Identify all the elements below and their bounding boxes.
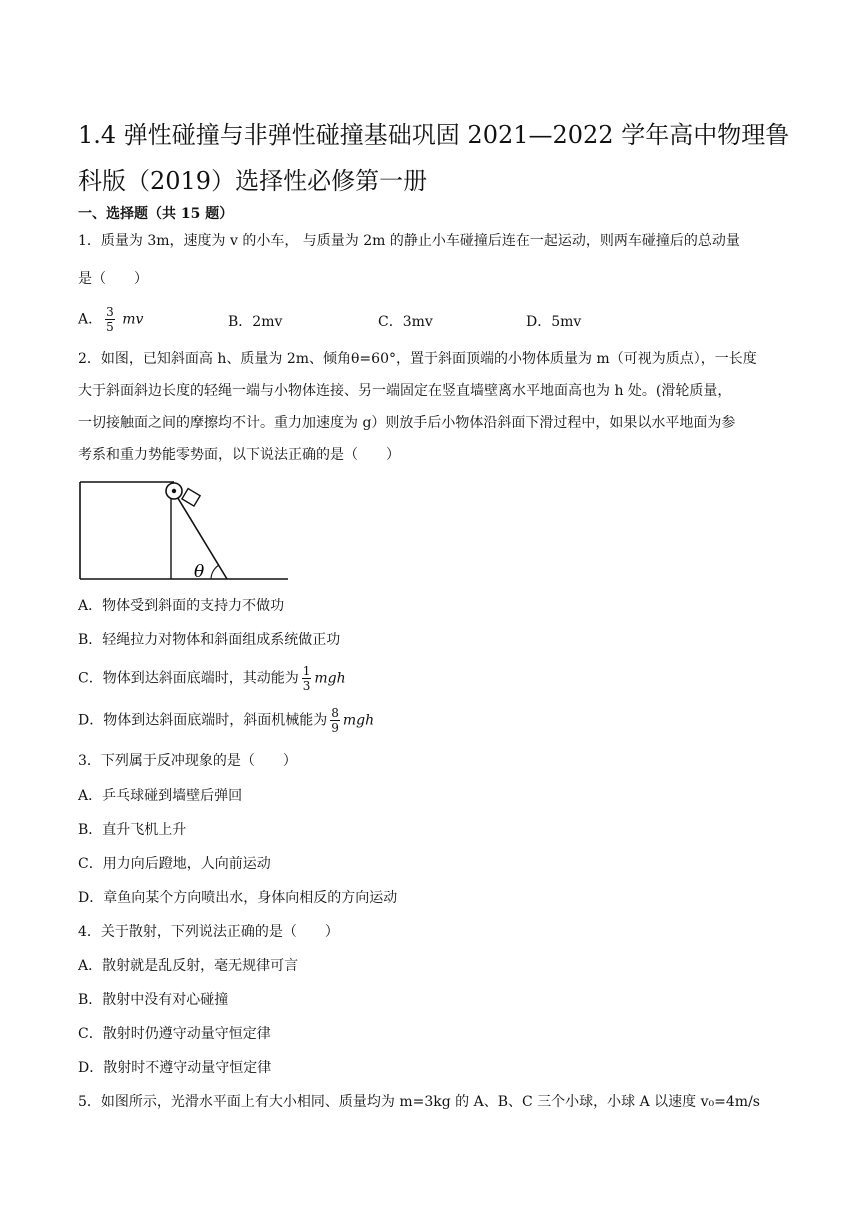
- q1-option-a: [78, 305, 143, 334]
- q4-option-a: A．散射就是乱反射，毫无规律可言: [78, 958, 299, 974]
- q2-option-b: B．轻绳拉力对物体和斜面组成系统做正功: [78, 632, 341, 648]
- q2-option-d-tail: mgh: [342, 712, 375, 729]
- q1-option-a-label: A．: [78, 311, 103, 328]
- pulley-axle-icon: [172, 489, 176, 493]
- section-heading: 一、选择题（共 15 题）: [78, 206, 234, 222]
- block-icon: [182, 489, 200, 506]
- q4-option-c: C．散射时仍遵守动量守恒定律: [78, 1026, 271, 1042]
- q2-stem-line3: 一切接触面之间的摩擦均不计。重力加速度为 g）则放手后小物体沿斜面下滑过程中，如果以水平地面为参: [78, 415, 736, 431]
- q5-stem: 5．如图所示，光滑水平面上有大小相同、质量均为 m=3kg 的 A、B、C 三个小球，小球 A 以速度 v₀=4m/s: [78, 1094, 760, 1110]
- fraction-numerator: 3: [106, 305, 114, 319]
- q3-option-a: A．乒乓球碰到墙壁后弹回: [78, 788, 243, 804]
- q2-stem-line2: 大于斜面斜边长度的轻绳一端与小物体连接、另一端固定在竖直墙壁离水平地面高也为 h 处。(滑轮质量，: [78, 383, 732, 399]
- q2-option-d-fraction: [330, 706, 340, 735]
- q3-option-d: D．章鱼向某个方向喷出水，身体向相反的方向运动: [78, 890, 398, 906]
- q3-stem: 3．下列属于反冲现象的是（ ）: [78, 753, 297, 769]
- incline-pulley-figure: [78, 478, 292, 582]
- document-title: 1.4 弹性碰撞与非弹性碰撞基础巩固 2021—2022 学年高中物理鲁科版（2019）选择性必修第一册: [78, 121, 790, 195]
- q1-stem-line1: 1．质量为 3m，速度为 v 的小车， 与质量为 2m 的静止小车碰撞后连在一起运动，则两车碰撞后的总动量: [78, 233, 740, 249]
- q1-stem-line2: 是（ ）: [78, 271, 148, 287]
- q2-option-c-fraction: [302, 664, 312, 693]
- theta-label: θ: [194, 562, 205, 582]
- fraction-denominator: 3: [302, 679, 311, 693]
- fraction-denominator: 9: [331, 721, 339, 735]
- q1-option-b: B．2mv: [228, 314, 283, 330]
- fraction-denominator: 5: [106, 320, 114, 334]
- q1-option-a-fraction: [105, 305, 115, 334]
- fraction-numerator: 1: [302, 664, 311, 678]
- q2-option-c-tail: mgh: [314, 670, 346, 687]
- q2-option-d-text: D．物体到达斜面底端时，斜面机械能为: [78, 712, 328, 729]
- q2-stem-line4: 考系和重力势能零势面，以下说法正确的是（ ）: [78, 447, 400, 463]
- q2-option-c: [78, 664, 788, 694]
- angle-arc-icon: [211, 565, 219, 579]
- q3-option-c: C．用力向后蹬地，人向前运动: [78, 856, 271, 872]
- q4-option-d: D．散射时不遵守动量守恒定律: [78, 1060, 272, 1076]
- q2-option-a: A．物体受到斜面的支持力不做功: [78, 598, 285, 614]
- q4-option-b: B．散射中没有对心碰撞: [78, 992, 229, 1008]
- q3-option-b: B．直升飞机上升: [78, 822, 187, 838]
- q1-option-a-tail: mv: [122, 311, 144, 328]
- q1-option-c: C．3mv: [378, 314, 433, 330]
- q4-stem: 4．关于散射，下列说法正确的是（ ）: [78, 924, 339, 940]
- q2-option-c-text: C．物体到达斜面底端时，其动能为: [78, 670, 299, 687]
- q2-stem-line1: 2．如图，已知斜面高 h、质量为 2m、倾角θ=60°，置于斜面顶端的小物体质量为 m（可视为质点），一长度: [78, 351, 757, 367]
- q1-options: [78, 303, 778, 337]
- q2-option-d: [78, 706, 788, 736]
- q1-option-d: D．5mv: [526, 314, 582, 330]
- fraction-numerator: 8: [331, 706, 339, 720]
